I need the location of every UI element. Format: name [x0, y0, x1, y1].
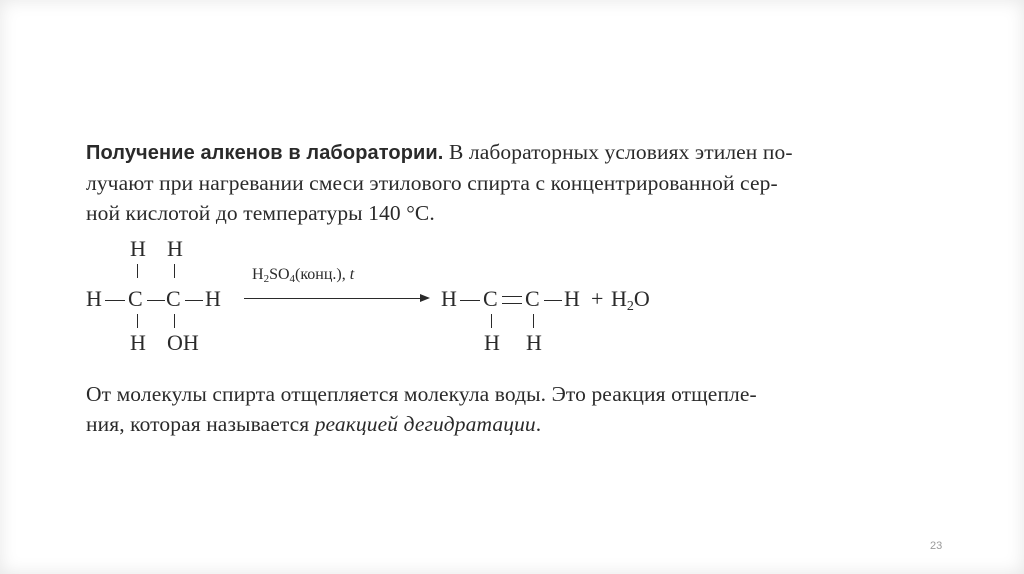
product-left-h: H — [441, 286, 457, 311]
paragraph-dehydration — [86, 379, 966, 439]
paragraph-line: ной кислотой до температуры 140 °C. — [86, 201, 435, 225]
double-bond-line — [502, 303, 522, 304]
reactant-bottom-h: H — [130, 330, 146, 355]
acid-so-subscript: 4 — [289, 273, 296, 285]
reactant-top-h2: H — [167, 236, 183, 261]
term-italic: реакцией дегидратации — [314, 412, 536, 436]
paragraph-line: От молекулы спирта отщепляется молекула воды. Это реакция отщепле- — [86, 382, 757, 406]
reaction-arrow-icon — [420, 294, 430, 302]
acid-h-subscript: 2 — [263, 273, 270, 285]
paragraph-line — [86, 137, 966, 168]
reactant-top-h1: H — [130, 236, 146, 261]
product-right-h: H — [564, 286, 580, 311]
reaction-conditions — [252, 266, 354, 285]
water-h: H — [611, 286, 627, 311]
reactant-left-h: H — [86, 286, 102, 311]
plus-sign: + — [591, 286, 604, 311]
product-bottom-h2: H — [526, 330, 542, 355]
reaction-arrow-line — [244, 298, 422, 299]
bond-line — [533, 314, 534, 328]
reactant-c2: C — [166, 286, 181, 311]
temperature-symbol: t — [349, 266, 355, 283]
paragraph-lab-method — [86, 137, 966, 228]
section-lead-heading: Получение алкенов в лаборатории. — [86, 142, 444, 164]
water-o: O — [633, 286, 650, 311]
page-number: 23 — [930, 540, 943, 552]
reactant-c1: C — [128, 286, 143, 311]
product-c1: C — [483, 286, 498, 311]
reactant-bottom-oh: OH — [167, 330, 199, 355]
bond-line — [460, 300, 480, 301]
bond-line — [491, 314, 492, 328]
acid-so: SO — [269, 266, 290, 283]
bond-line — [137, 264, 138, 278]
bond-line — [544, 300, 562, 301]
paragraph-line — [86, 409, 966, 439]
product-c2: C — [525, 286, 540, 311]
water-formula — [611, 287, 650, 319]
product-bottom-h1: H — [484, 330, 500, 355]
bond-line — [185, 300, 203, 301]
bond-line — [174, 314, 175, 328]
bond-line — [147, 300, 165, 301]
bond-line — [105, 300, 125, 301]
bond-line — [137, 314, 138, 328]
paragraph-line: лучают при нагревании смеси этилового спирта с концентрированной сер- — [86, 171, 778, 195]
paragraph-text: ния, которая называется — [86, 412, 315, 436]
paragraph-text: В лабораторных условиях этилен по- — [443, 140, 793, 164]
water-subscript: 2 — [626, 299, 634, 314]
acid-note: (конц.), — [295, 266, 350, 283]
bond-line — [174, 264, 175, 278]
paragraph-text: . — [535, 412, 542, 436]
double-bond-line — [502, 296, 522, 297]
acid-h: H — [252, 266, 264, 283]
reactant-right-h: H — [205, 286, 221, 311]
